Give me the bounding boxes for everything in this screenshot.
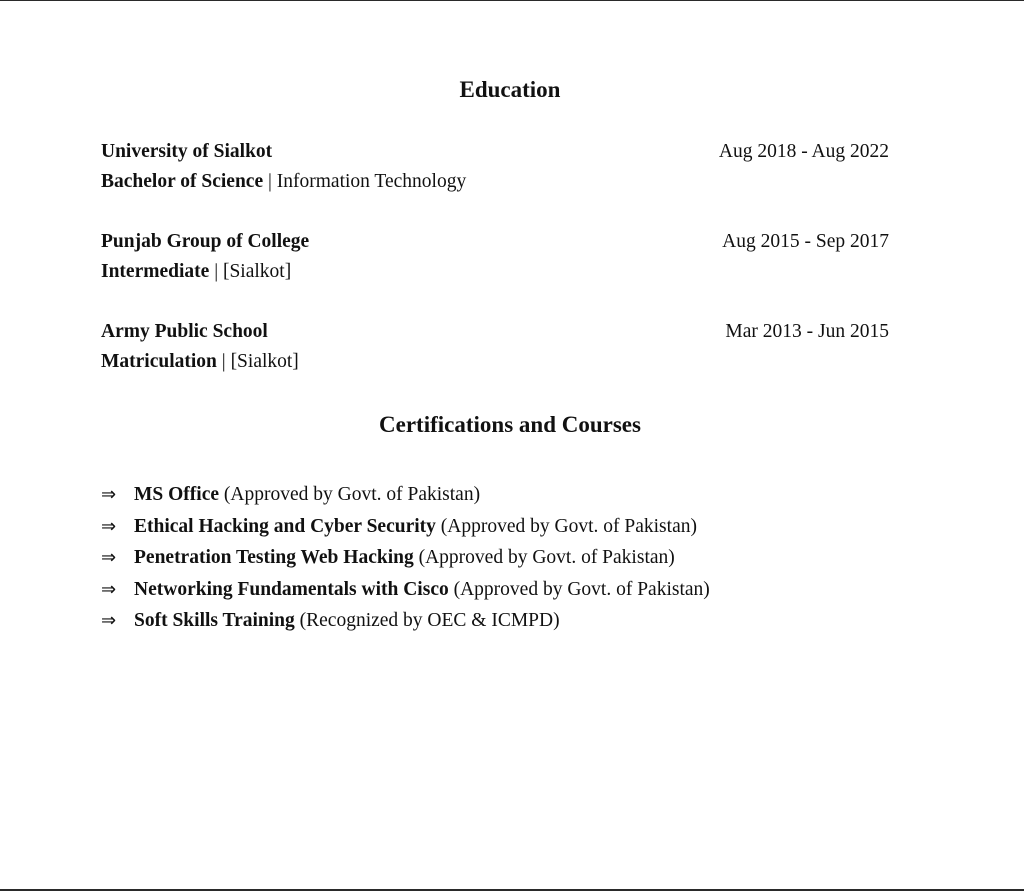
top-border-line — [0, 0, 1024, 1]
institution-name: University of Sialkot — [101, 141, 273, 162]
certification-note: (Approved by Govt. of Pakistan) — [435, 515, 697, 537]
double-arrow-icon: ⇒ — [101, 547, 117, 568]
education-entry — [101, 229, 889, 289]
education-dates: Aug 2015 - Sep 2017 — [722, 231, 889, 252]
degree-detail: [Sialkot] — [222, 261, 292, 282]
double-arrow-icon: ⇒ — [101, 515, 117, 537]
degree-line — [101, 169, 466, 195]
list-item — [101, 608, 901, 640]
list-item — [101, 514, 901, 546]
degree-name: Bachelor of Science — [101, 171, 264, 192]
degree-line — [101, 259, 291, 285]
education-dates: Aug 2018 - Aug 2022 — [718, 141, 889, 162]
degree-detail: Information Technology — [276, 171, 467, 192]
degree-separator: | — [209, 261, 223, 282]
education-entry — [101, 319, 889, 379]
degree-name: Matriculation — [101, 351, 217, 372]
certifications-heading: Certifications and Courses — [379, 412, 641, 437]
certification-note: (Approved by Govt. of Pakistan) — [413, 547, 675, 568]
certification-note: (Approved by Govt. of Pakistan) — [448, 578, 710, 600]
double-arrow-icon: ⇒ — [101, 610, 117, 631]
certification-name: Soft Skills Training — [134, 610, 295, 631]
certification-name: MS Office — [134, 484, 220, 505]
list-item — [101, 577, 901, 609]
degree-line — [101, 349, 299, 375]
degree-name: Intermediate — [101, 261, 210, 282]
certification-note: (Recognized by OEC & ICMPD) — [294, 610, 560, 631]
certification-name: Penetration Testing Web Hacking — [134, 547, 414, 568]
double-arrow-icon: ⇒ — [101, 578, 117, 600]
education-entry — [101, 139, 889, 199]
degree-separator: | — [263, 171, 277, 192]
degree-detail: [Sialkot] — [230, 351, 299, 372]
education-dates: Mar 2013 - Jun 2015 — [725, 321, 889, 342]
certification-note: (Approved by Govt. of Pakistan) — [219, 484, 481, 505]
certification-name: Ethical Hacking and Cyber Security — [134, 515, 436, 537]
list-item — [101, 482, 901, 514]
institution-name: Punjab Group of College — [101, 231, 310, 252]
education-heading: Education — [459, 77, 561, 102]
bottom-border-line — [0, 889, 1024, 891]
degree-separator: | — [216, 351, 231, 372]
double-arrow-icon: ⇒ — [101, 484, 117, 505]
institution-name: Army Public School — [101, 321, 268, 342]
certifications-list — [101, 482, 901, 640]
certification-name: Networking Fundamentals with Cisco — [134, 578, 449, 600]
list-item — [101, 545, 901, 577]
